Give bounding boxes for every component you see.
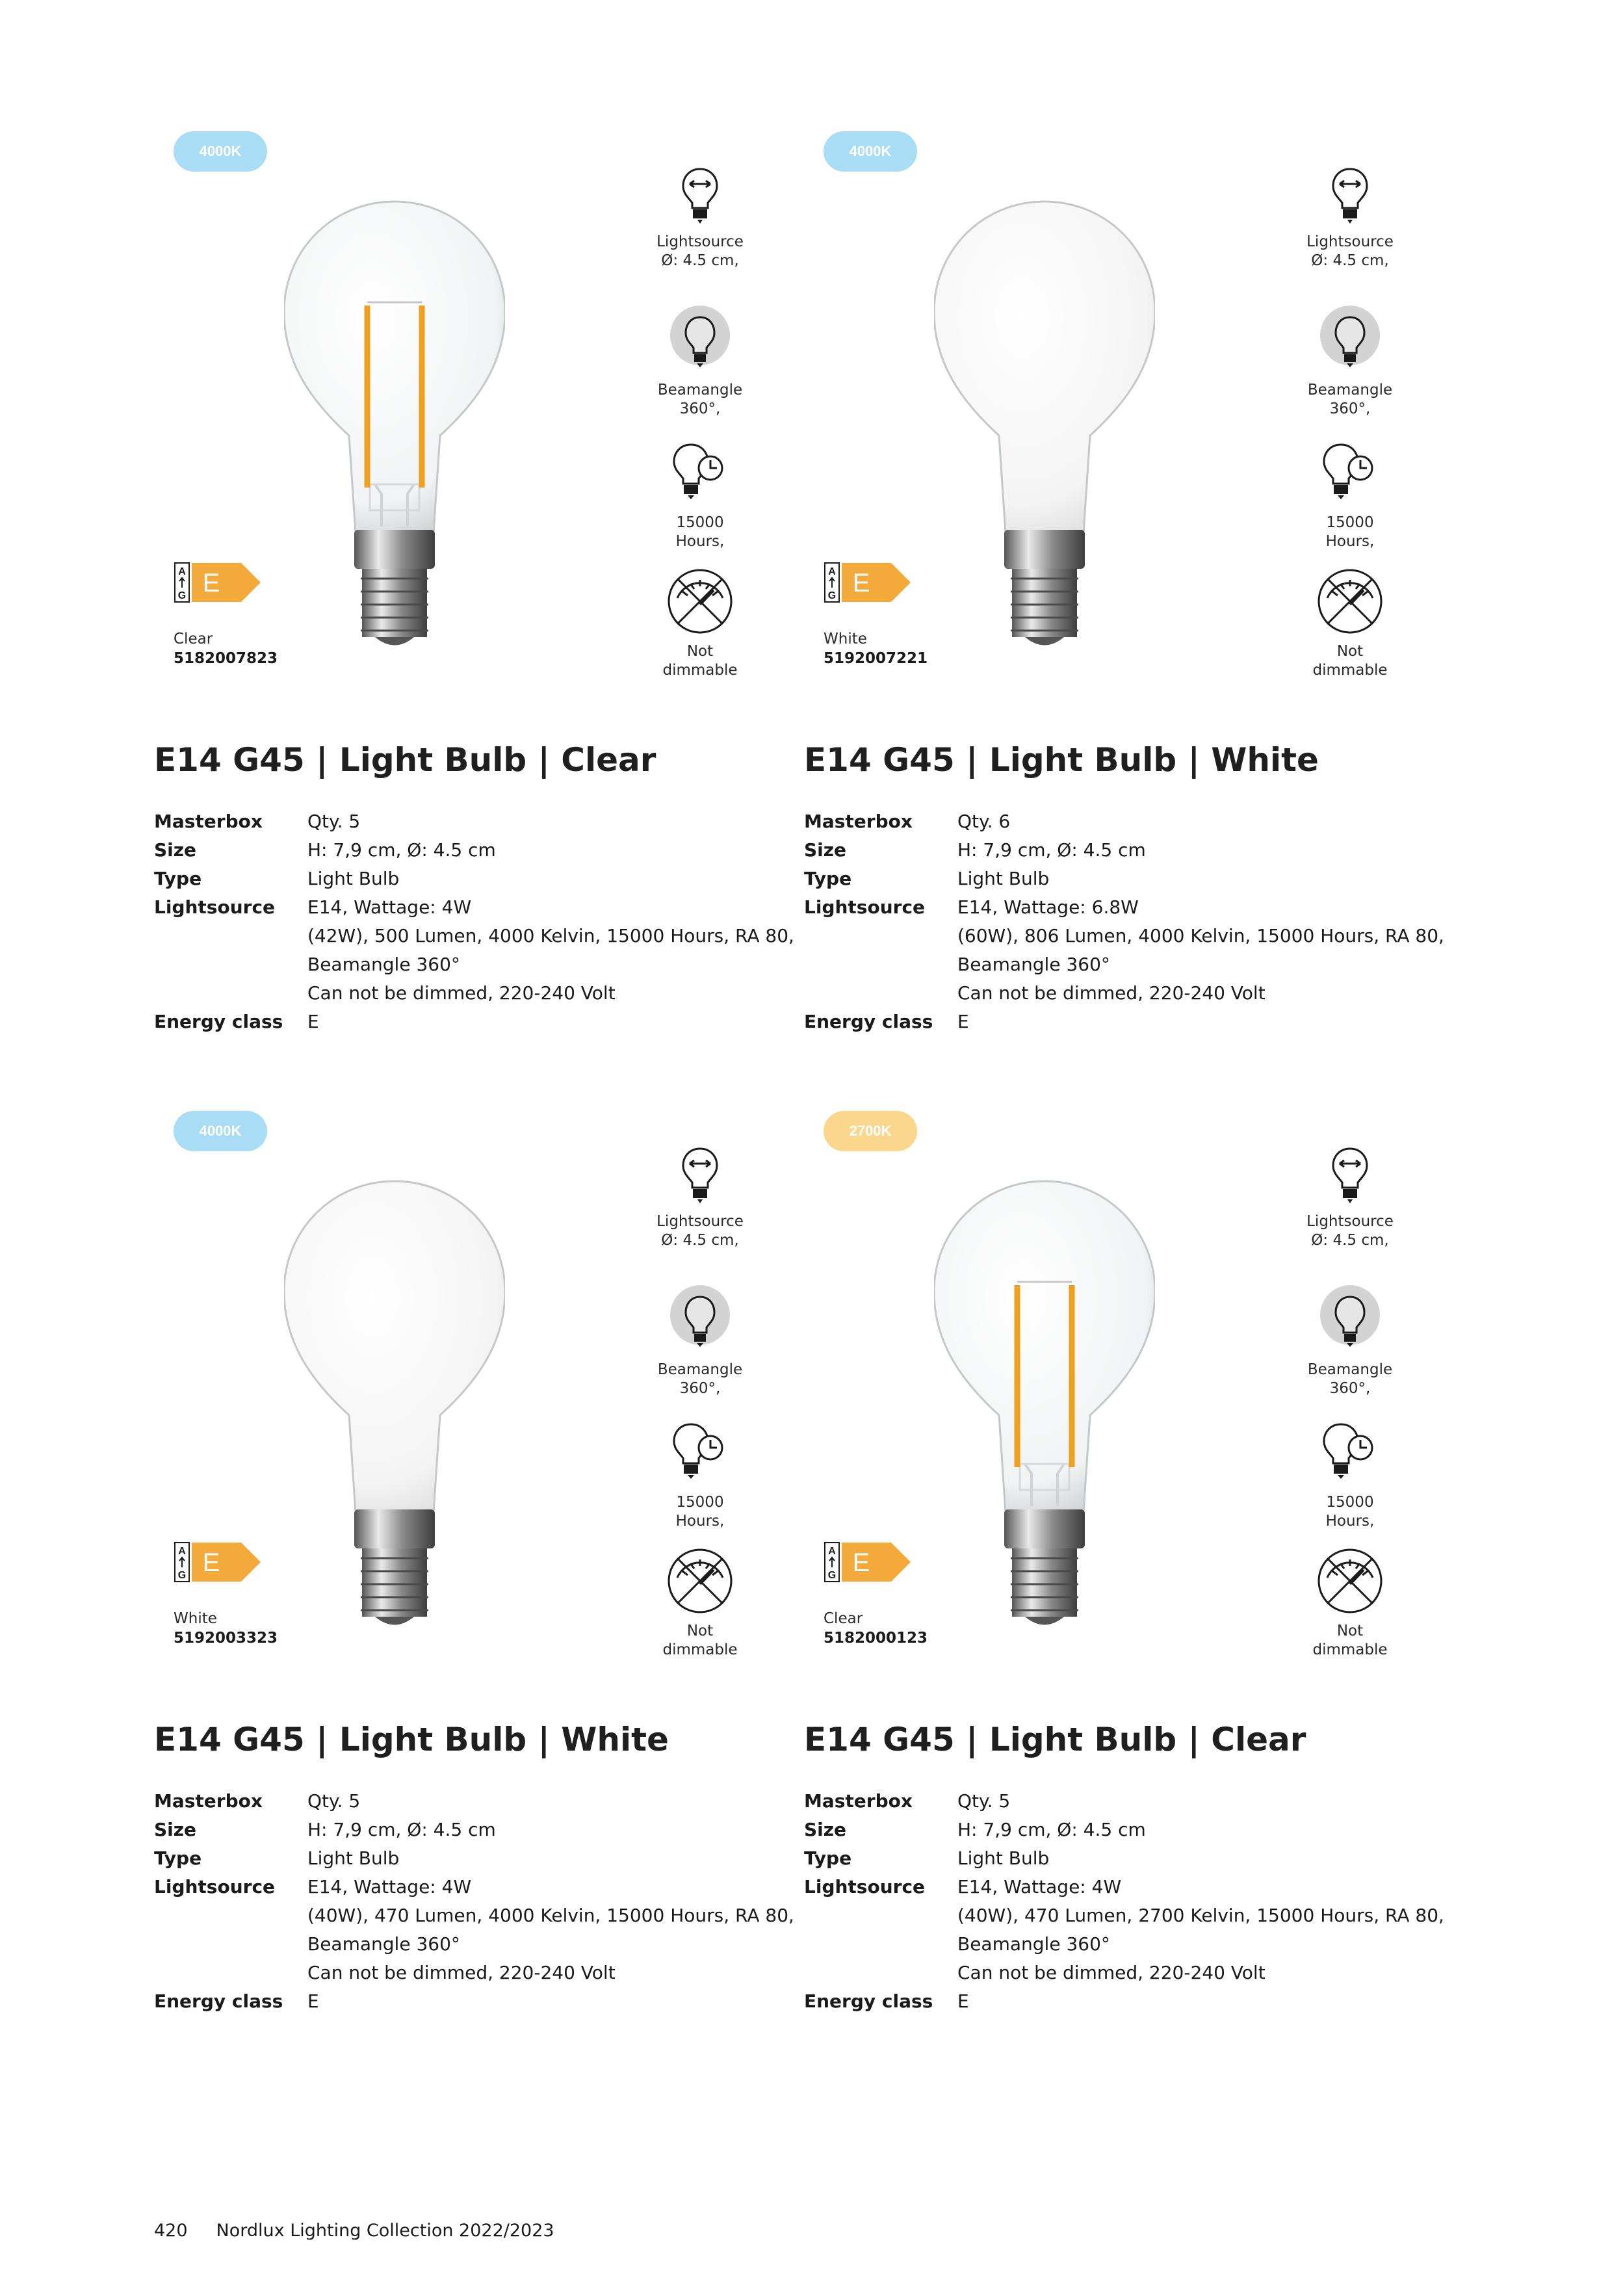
hours-icon xyxy=(1318,437,1383,508)
spec-icon-label: Not dimmable xyxy=(662,643,738,679)
spec-icon-group xyxy=(648,163,752,270)
spec-value: E xyxy=(957,1011,969,1032)
spec-label: Size xyxy=(154,839,197,861)
spec-row xyxy=(804,807,1454,836)
energy-scale-bottom: G xyxy=(177,1570,187,1581)
product-code: 5192003323 xyxy=(174,1630,278,1647)
spec-value: Qty. 5 xyxy=(307,1790,361,1812)
spec-value: Qty. 5 xyxy=(957,1790,1011,1812)
energy-label xyxy=(824,559,915,606)
spec-row xyxy=(154,1844,804,1873)
finish-label: White xyxy=(824,631,867,647)
spec-row xyxy=(804,1873,1454,1987)
energy-label xyxy=(174,559,265,606)
energy-class-letter: E xyxy=(852,1548,870,1577)
spec-row xyxy=(154,836,804,865)
spec-icon-label: Beamangle 360°, xyxy=(657,1361,743,1397)
spec-row xyxy=(804,1787,1454,1816)
product-card xyxy=(804,1097,1454,2012)
spec-value: E xyxy=(957,1990,969,2012)
spec-label: Masterbox xyxy=(804,811,913,832)
spec-value: Qty. 6 xyxy=(957,811,1011,832)
product-code: 5182000123 xyxy=(824,1630,928,1647)
finish-label: Clear xyxy=(174,631,213,647)
hours-icon xyxy=(668,437,733,508)
color-temperature-badge: 4000K xyxy=(174,1111,267,1151)
beamangle-icon xyxy=(1318,304,1383,376)
beamangle-icon xyxy=(668,1284,733,1355)
spec-icon-group xyxy=(648,566,752,680)
color-temperature-badge: 4000K xyxy=(174,131,267,172)
energy-scale-bottom: G xyxy=(827,1570,837,1581)
spec-row xyxy=(804,865,1454,893)
spec-label: Lightsource xyxy=(804,896,926,918)
spec-icon-label: Beamangle 360°, xyxy=(657,382,743,417)
spec-icon-label: 15000 Hours, xyxy=(1325,514,1375,550)
spec-row xyxy=(154,893,804,1008)
spec-label: Type xyxy=(154,1847,202,1869)
diameter-icon xyxy=(674,163,726,228)
spec-value: H: 7,9 cm, Ø: 4.5 cm xyxy=(307,839,496,861)
product-title: E14 G45 | Light Bulb | Clear xyxy=(154,741,656,779)
spec-label: Energy class xyxy=(804,1011,933,1032)
energy-scale-top: A xyxy=(828,566,836,577)
spec-row xyxy=(154,1787,804,1816)
spec-table xyxy=(804,1787,1454,2016)
spec-icon-group xyxy=(1298,566,1402,680)
product-title: E14 G45 | Light Bulb | White xyxy=(154,1721,669,1758)
spec-icon-group xyxy=(1298,1142,1402,1250)
color-temperature-badge: 2700K xyxy=(824,1111,917,1151)
spec-icon-group xyxy=(1298,304,1402,419)
spec-icon-group xyxy=(1298,1284,1402,1398)
spec-icon-label: Lightsource Ø: 4.5 cm, xyxy=(1306,1213,1394,1249)
spec-row xyxy=(154,1873,804,1987)
spec-row xyxy=(154,1816,804,1844)
energy-scale-top: A xyxy=(178,566,186,577)
diameter-icon xyxy=(1324,163,1376,228)
spec-row xyxy=(804,893,1454,1008)
energy-scale-bottom: G xyxy=(177,590,187,601)
spec-icon-group xyxy=(648,1142,752,1250)
beamangle-icon xyxy=(668,304,733,376)
color-temperature-badge: 4000K xyxy=(824,131,917,172)
spec-label: Size xyxy=(804,839,847,861)
energy-scale-top: A xyxy=(178,1546,186,1557)
spec-icon-label: Beamangle 360°, xyxy=(1307,1361,1393,1397)
spec-icon-label: Not dimmable xyxy=(662,1623,738,1658)
energy-scale-top: A xyxy=(828,1546,836,1557)
not-dimmable-icon xyxy=(664,566,736,637)
hours-icon xyxy=(668,1416,733,1488)
spec-label: Lightsource xyxy=(154,1876,276,1898)
spec-value: H: 7,9 cm, Ø: 4.5 cm xyxy=(957,1819,1146,1840)
product-card xyxy=(154,1097,804,2012)
spec-icon-label: 15000 Hours, xyxy=(675,514,725,550)
bulb-image xyxy=(934,189,1155,657)
spec-value: Light Bulb xyxy=(957,1847,1050,1869)
spec-label: Type xyxy=(154,868,202,889)
spec-label: Masterbox xyxy=(154,811,263,832)
spec-table xyxy=(154,807,804,1036)
energy-label xyxy=(824,1539,915,1585)
bulb-image xyxy=(284,1168,505,1636)
not-dimmable-icon xyxy=(1314,566,1386,637)
spec-label: Energy class xyxy=(154,1990,283,2012)
finish-label: Clear xyxy=(824,1610,863,1627)
collection-name: Nordlux Lighting Collection 2022/2023 xyxy=(216,2221,554,2241)
spec-row xyxy=(804,836,1454,865)
spec-icon-label: 15000 Hours, xyxy=(675,1494,725,1530)
spec-label: Masterbox xyxy=(154,1790,263,1812)
spec-icon-group xyxy=(648,1284,752,1398)
spec-icon-group xyxy=(648,304,752,419)
spec-icon-label: Not dimmable xyxy=(1312,643,1388,679)
product-code: 5182007823 xyxy=(174,650,278,667)
spec-row xyxy=(804,1987,1454,2016)
spec-label: Energy class xyxy=(154,1011,283,1032)
spec-table xyxy=(154,1787,804,2016)
product-card xyxy=(154,117,804,1032)
energy-scale-bottom: G xyxy=(827,590,837,601)
spec-icon-group xyxy=(1298,437,1402,551)
spec-icon-label: 15000 Hours, xyxy=(1325,1494,1375,1530)
beamangle-icon xyxy=(1318,1284,1383,1355)
energy-class-letter: E xyxy=(852,569,870,597)
spec-icon-group xyxy=(648,437,752,551)
diameter-icon xyxy=(1324,1142,1376,1207)
spec-value: E14, Wattage: 4W (40W), 470 Lumen, 4000 Kelvin, 15000 Hours, RA 80, Beamangle 360° Can not be dimmed, 220-240 Volt xyxy=(307,1876,794,1983)
spec-icon-group xyxy=(648,1416,752,1531)
diameter-icon xyxy=(674,1142,726,1207)
hours-icon xyxy=(1318,1416,1383,1488)
not-dimmable-icon xyxy=(1314,1545,1386,1617)
spec-row xyxy=(154,865,804,893)
spec-label: Lightsource xyxy=(154,896,276,918)
energy-label xyxy=(174,1539,265,1585)
spec-value: E14, Wattage: 4W (42W), 500 Lumen, 4000 Kelvin, 15000 Hours, RA 80, Beamangle 360° Can not be dimmed, 220-240 Volt xyxy=(307,896,794,1004)
spec-row xyxy=(154,1987,804,2016)
spec-value: E xyxy=(307,1011,319,1032)
spec-value: Light Bulb xyxy=(957,868,1050,889)
product-code: 5192007221 xyxy=(824,650,928,667)
energy-class-letter: E xyxy=(202,1548,220,1577)
spec-label: Type xyxy=(804,1847,852,1869)
spec-icon-group xyxy=(1298,1416,1402,1531)
spec-icon-label: Lightsource Ø: 4.5 cm, xyxy=(656,233,744,269)
spec-icon-group xyxy=(648,1545,752,1660)
spec-row xyxy=(154,1008,804,1036)
spec-value: Qty. 5 xyxy=(307,811,361,832)
spec-row xyxy=(804,1008,1454,1036)
bulb-image xyxy=(284,189,505,657)
not-dimmable-icon xyxy=(664,1545,736,1617)
bulb-image xyxy=(934,1168,1155,1636)
spec-icon-label: Lightsource Ø: 4.5 cm, xyxy=(656,1213,744,1249)
page-footer xyxy=(154,2221,583,2241)
energy-class-letter: E xyxy=(202,569,220,597)
spec-row xyxy=(154,807,804,836)
product-title: E14 G45 | Light Bulb | White xyxy=(804,741,1319,779)
spec-value: E14, Wattage: 4W (40W), 470 Lumen, 2700 Kelvin, 15000 Hours, RA 80, Beamangle 360° Can not be dimmed, 220-240 Volt xyxy=(957,1876,1444,1983)
spec-icon-label: Beamangle 360°, xyxy=(1307,382,1393,417)
spec-label: Lightsource xyxy=(804,1876,926,1898)
spec-value: H: 7,9 cm, Ø: 4.5 cm xyxy=(307,1819,496,1840)
spec-value: H: 7,9 cm, Ø: 4.5 cm xyxy=(957,839,1146,861)
spec-label: Masterbox xyxy=(804,1790,913,1812)
product-card xyxy=(804,117,1454,1032)
spec-label: Energy class xyxy=(804,1990,933,2012)
spec-value: E14, Wattage: 6.8W (60W), 806 Lumen, 4000 Kelvin, 15000 Hours, RA 80, Beamangle 360° Can not be dimmed, 220-240 Volt xyxy=(957,896,1444,1004)
spec-table xyxy=(804,807,1454,1036)
spec-icon-label: Lightsource Ø: 4.5 cm, xyxy=(1306,233,1394,269)
spec-label: Size xyxy=(154,1819,197,1840)
spec-label: Size xyxy=(804,1819,847,1840)
spec-row xyxy=(804,1816,1454,1844)
product-title: E14 G45 | Light Bulb | Clear xyxy=(804,1721,1306,1758)
spec-label: Type xyxy=(804,868,852,889)
spec-row xyxy=(804,1844,1454,1873)
page-number: 420 xyxy=(154,2221,188,2241)
spec-value: E xyxy=(307,1990,319,2012)
spec-icon-label: Not dimmable xyxy=(1312,1623,1388,1658)
spec-icon-group xyxy=(1298,1545,1402,1660)
finish-label: White xyxy=(174,1610,217,1627)
spec-value: Light Bulb xyxy=(307,868,400,889)
spec-value: Light Bulb xyxy=(307,1847,400,1869)
spec-icon-group xyxy=(1298,163,1402,270)
